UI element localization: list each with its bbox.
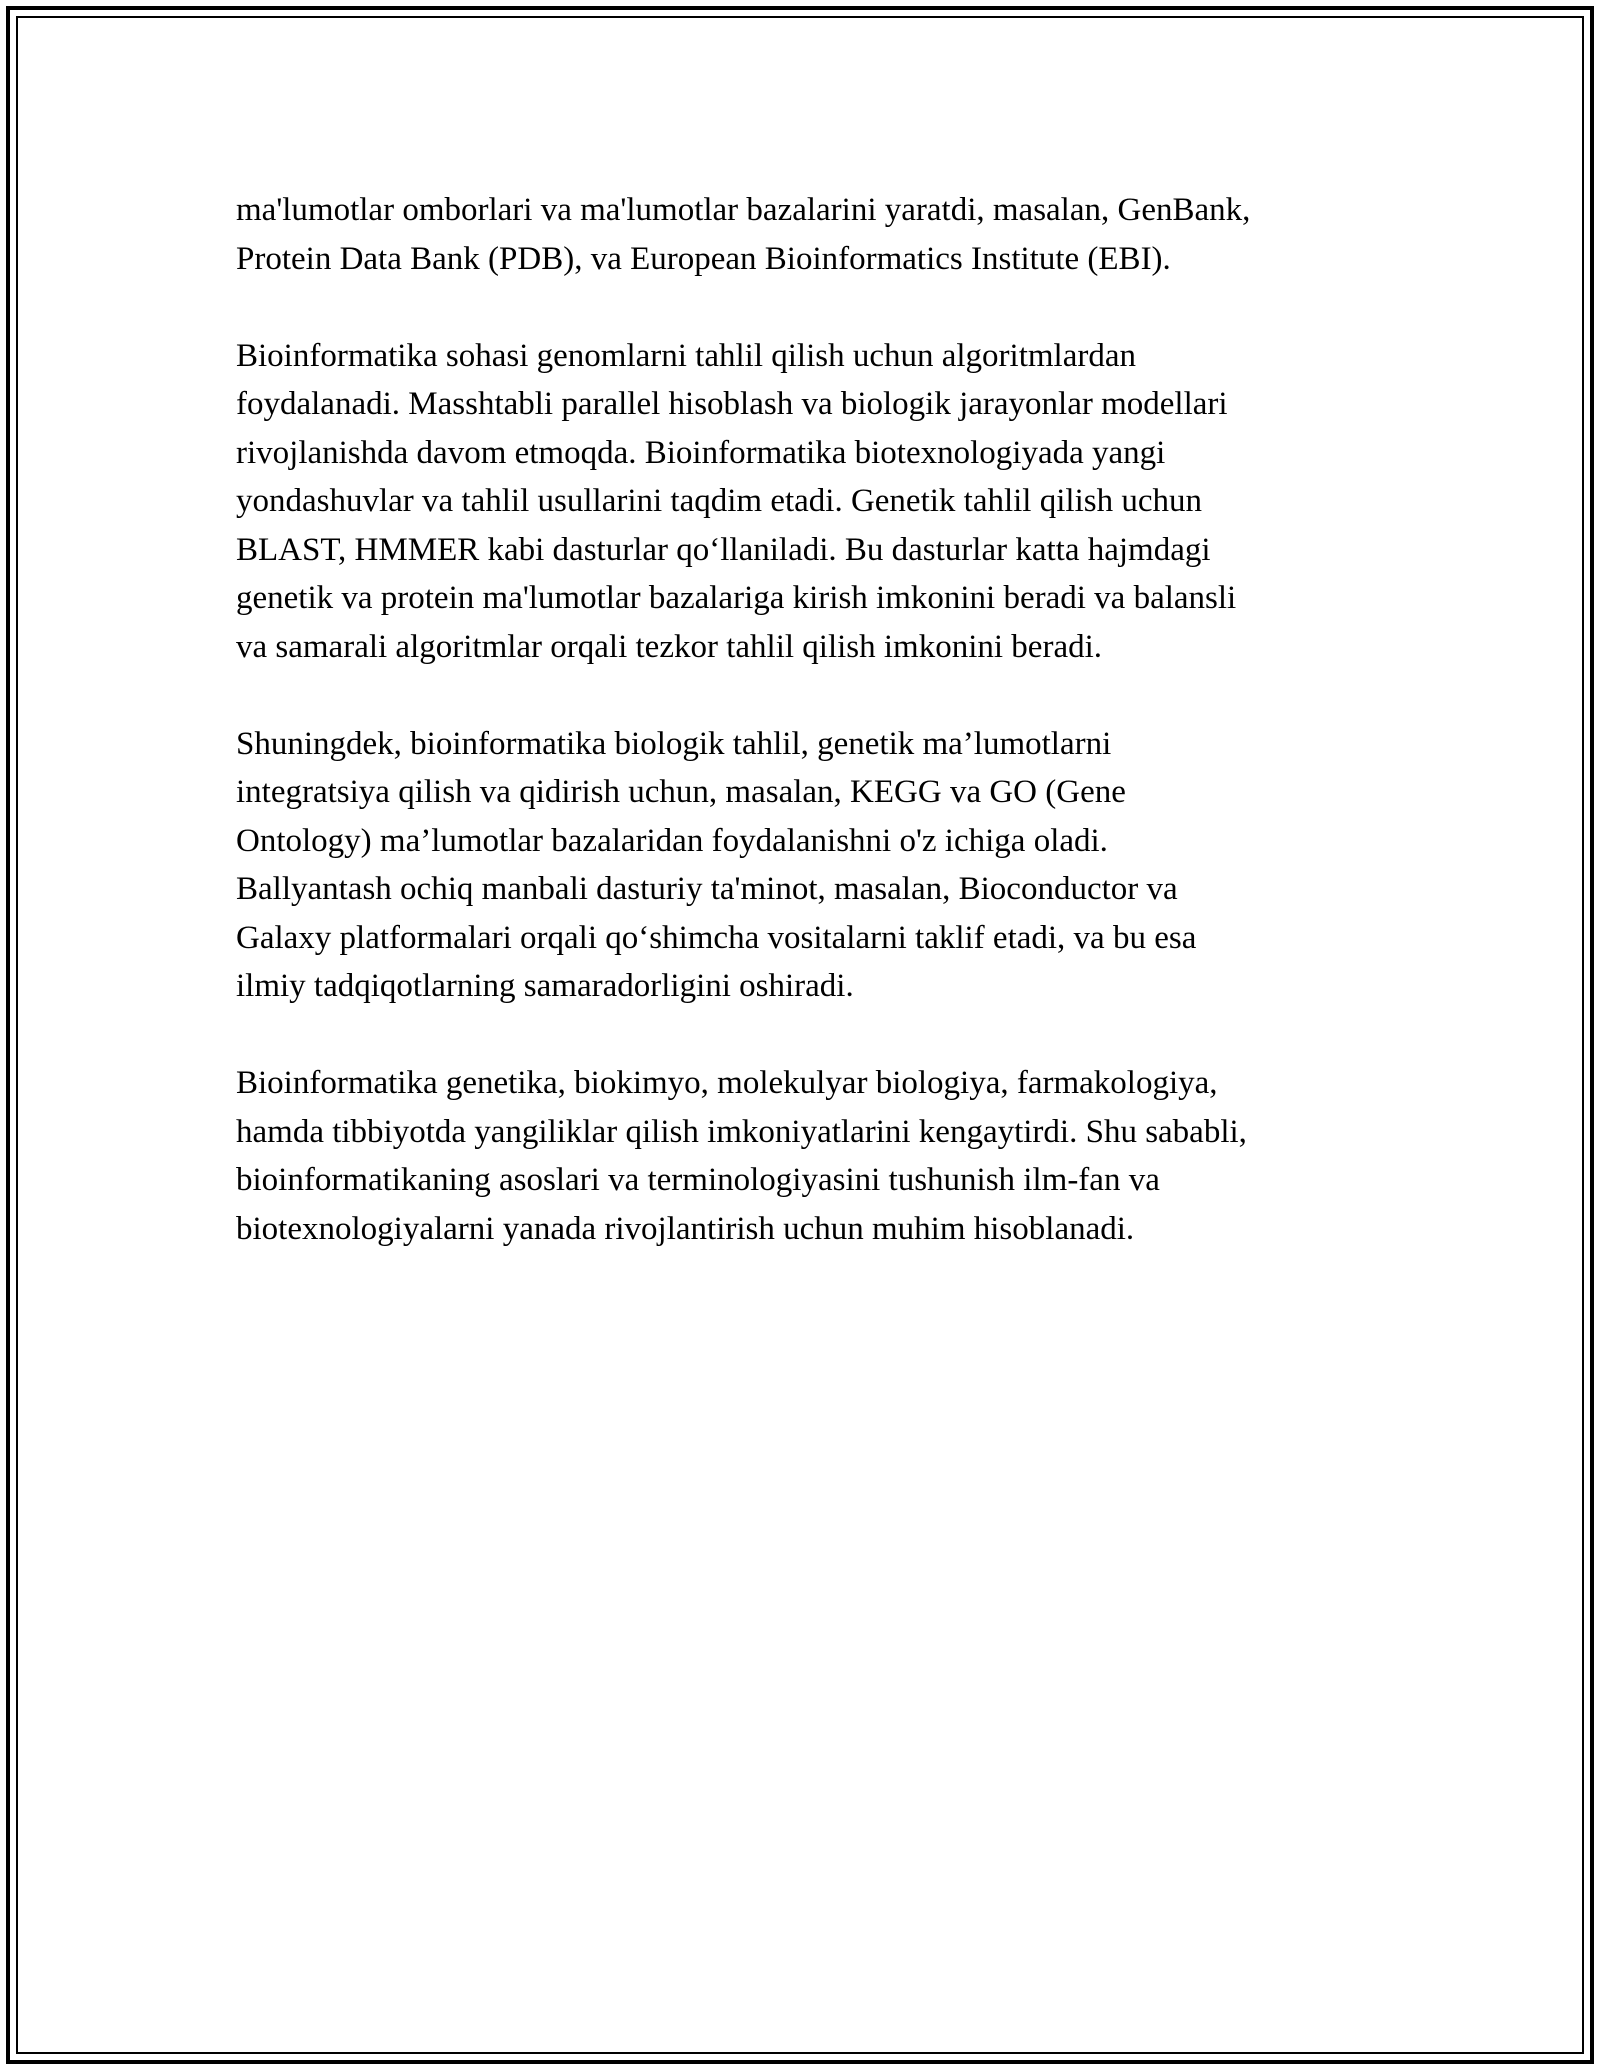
- text-line: genetik va protein ma'lumotlar bazalariga kirish imkonini beradi va balansli: [236, 580, 1237, 616]
- paragraph-conclusion: [236, 1059, 1376, 1253]
- text-line: biotexnologiyalarni yanada rivojlantirish uchun muhim hisoblanadi.: [236, 1210, 1135, 1247]
- text-line: Ontology) ma’lumotlar bazalaridan foydalanishni o'z ichiga oladi.: [236, 822, 1108, 859]
- paragraph-integration: [236, 720, 1376, 1011]
- paragraph-databases: [236, 186, 1376, 283]
- paragraph-algorithms: [236, 332, 1376, 672]
- text-line: BLAST, HMMER kabi dasturlar qo‘llaniladi. Bu dasturlar katta hajmdagi: [236, 531, 1211, 568]
- text-line: va samarali algoritmlar orqali tezkor tahlil qilish imkonini beradi.: [236, 628, 1103, 665]
- text-line: yondashuvlar va tahlil usullarini taqdim etadi. Genetik tahlil qilish uchun: [236, 483, 1202, 519]
- text-line: Shuningdek, bioinformatika biologik tahlil, genetik ma’lumotlarni: [236, 725, 1112, 762]
- text-line: rivojlanishda davom etmoqda. Bioinformatika biotexnologiyada yangi: [236, 434, 1166, 471]
- text-line: Galaxy platformalari orqali qo‘shimcha vositalarni taklif etadi, va bu esa: [236, 919, 1197, 956]
- text-line: Bioinformatika sohasi genomlarni tahlil qilish uchun algoritmlardan: [236, 337, 1136, 374]
- text-line: Bioinformatika genetika, biokimyo, molekulyar biologiya, farmakologiya,: [236, 1065, 1218, 1101]
- text-line: foydalanadi. Masshtabli parallel hisoblash va biologik jarayonlar modellari: [236, 386, 1228, 422]
- text-line: ilmiy tadqiqotlarning samaradorligini oshiradi.: [236, 968, 854, 1004]
- text-line: ma'lumotlar omborlari va ma'lumotlar bazalarini yaratdi, masalan, GenBank,: [236, 192, 1251, 228]
- text-line: integratsiya qilish va qidirish uchun, masalan, KEGG va GO (Gene: [236, 774, 1126, 810]
- document-body: [236, 186, 1376, 1302]
- text-line: hamda tibbiyotda yangiliklar qilish imkoniyatlarini kengaytirdi. Shu sababli,: [236, 1113, 1247, 1150]
- text-line: Ballyantash ochiq manbali dasturiy ta'minot, masalan, Bioconductor va: [236, 871, 1178, 907]
- text-line: Protein Data Bank (PDB), va European Bioinformatics Institute (EBI).: [236, 240, 1171, 277]
- text-line: bioinformatikaning asoslari va terminologiyasini tushunish ilm-fan va: [236, 1162, 1160, 1198]
